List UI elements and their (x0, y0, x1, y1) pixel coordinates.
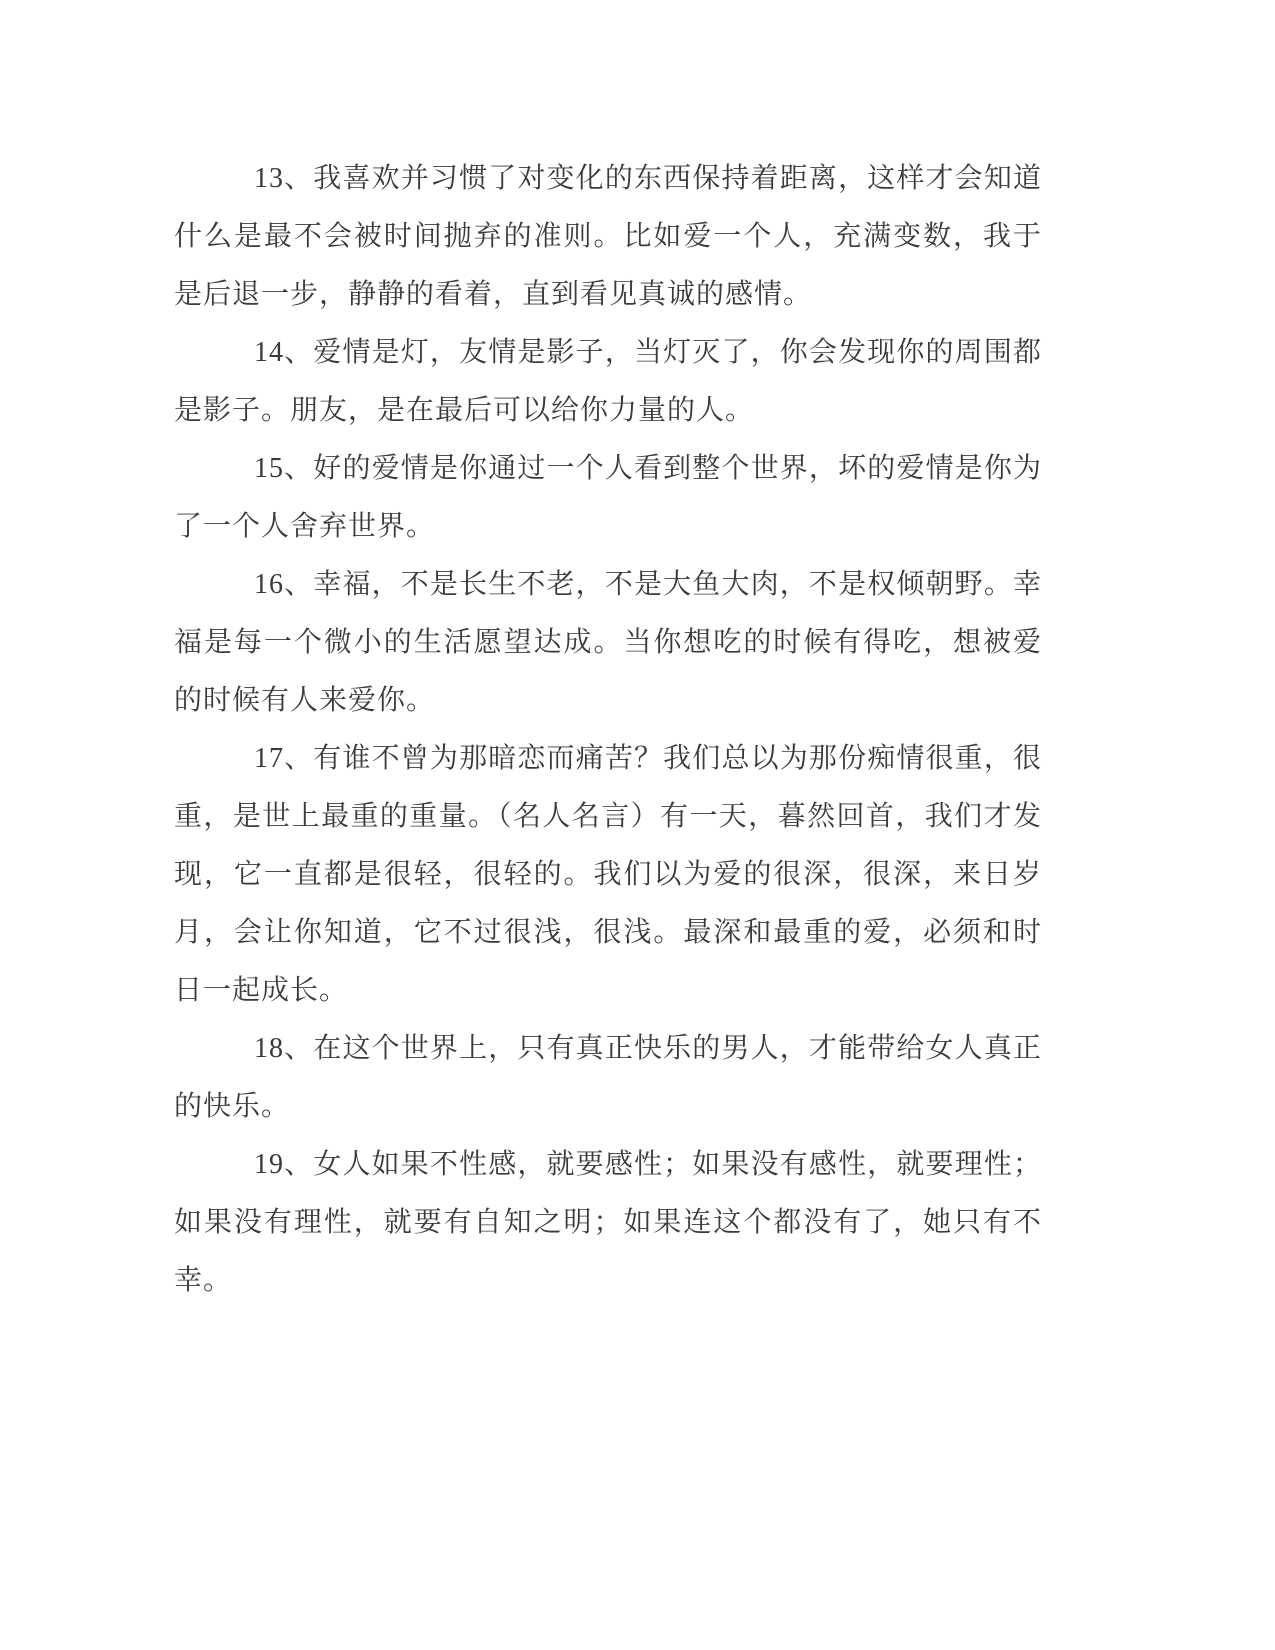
quote-paragraph-13: 13、我喜欢并习惯了对变化的东西保持着距离，这样才会知道什么是最不会被时间抛弃的准则。比如爱一个人，充满变数，我于是后退一步，静静的看着，直到看见真诚的感情。 (174, 163, 1042, 310)
quote-paragraph-17: 17、有谁不曾为那暗恋而痛苦？我们总以为那份痴情很重，很重，是世上最重的重量。（名人名言）有一天，暮然回首，我们才发现，它一直都是很轻，很轻的。我们以为爱的很深，很深，来日岁月，会让你知道，它不过很浅，很浅。最深和最重的爱，必须和时日一起成长。 (174, 743, 1042, 1006)
quote-paragraph-15: 15、好的爱情是你通过一个人看到整个世界，坏的爱情是你为了一个人舍弃世界。 (174, 453, 1042, 542)
quote-paragraph-16: 16、幸福，不是长生不老，不是大鱼大肉，不是权倾朝野。幸福是每一个微小的生活愿望达成。当你想吃的时候有得吃，想被爱的时候有人来爱你。 (174, 569, 1042, 716)
quote-paragraph-14: 14、爱情是灯，友情是影子，当灯灭了，你会发现你的周围都是影子。朋友，是在最后可以给你力量的人。 (174, 337, 1042, 426)
text-body (174, 150, 1042, 1310)
quote-paragraph-18: 18、在这个世界上，只有真正快乐的男人，才能带给女人真正的快乐。 (174, 1033, 1042, 1122)
quote-paragraph-19: 19、女人如果不性感，就要感性；如果没有感性，就要理性；如果没有理性，就要有自知之明；如果连这个都没有了，她只有不幸。 (174, 1149, 1042, 1296)
